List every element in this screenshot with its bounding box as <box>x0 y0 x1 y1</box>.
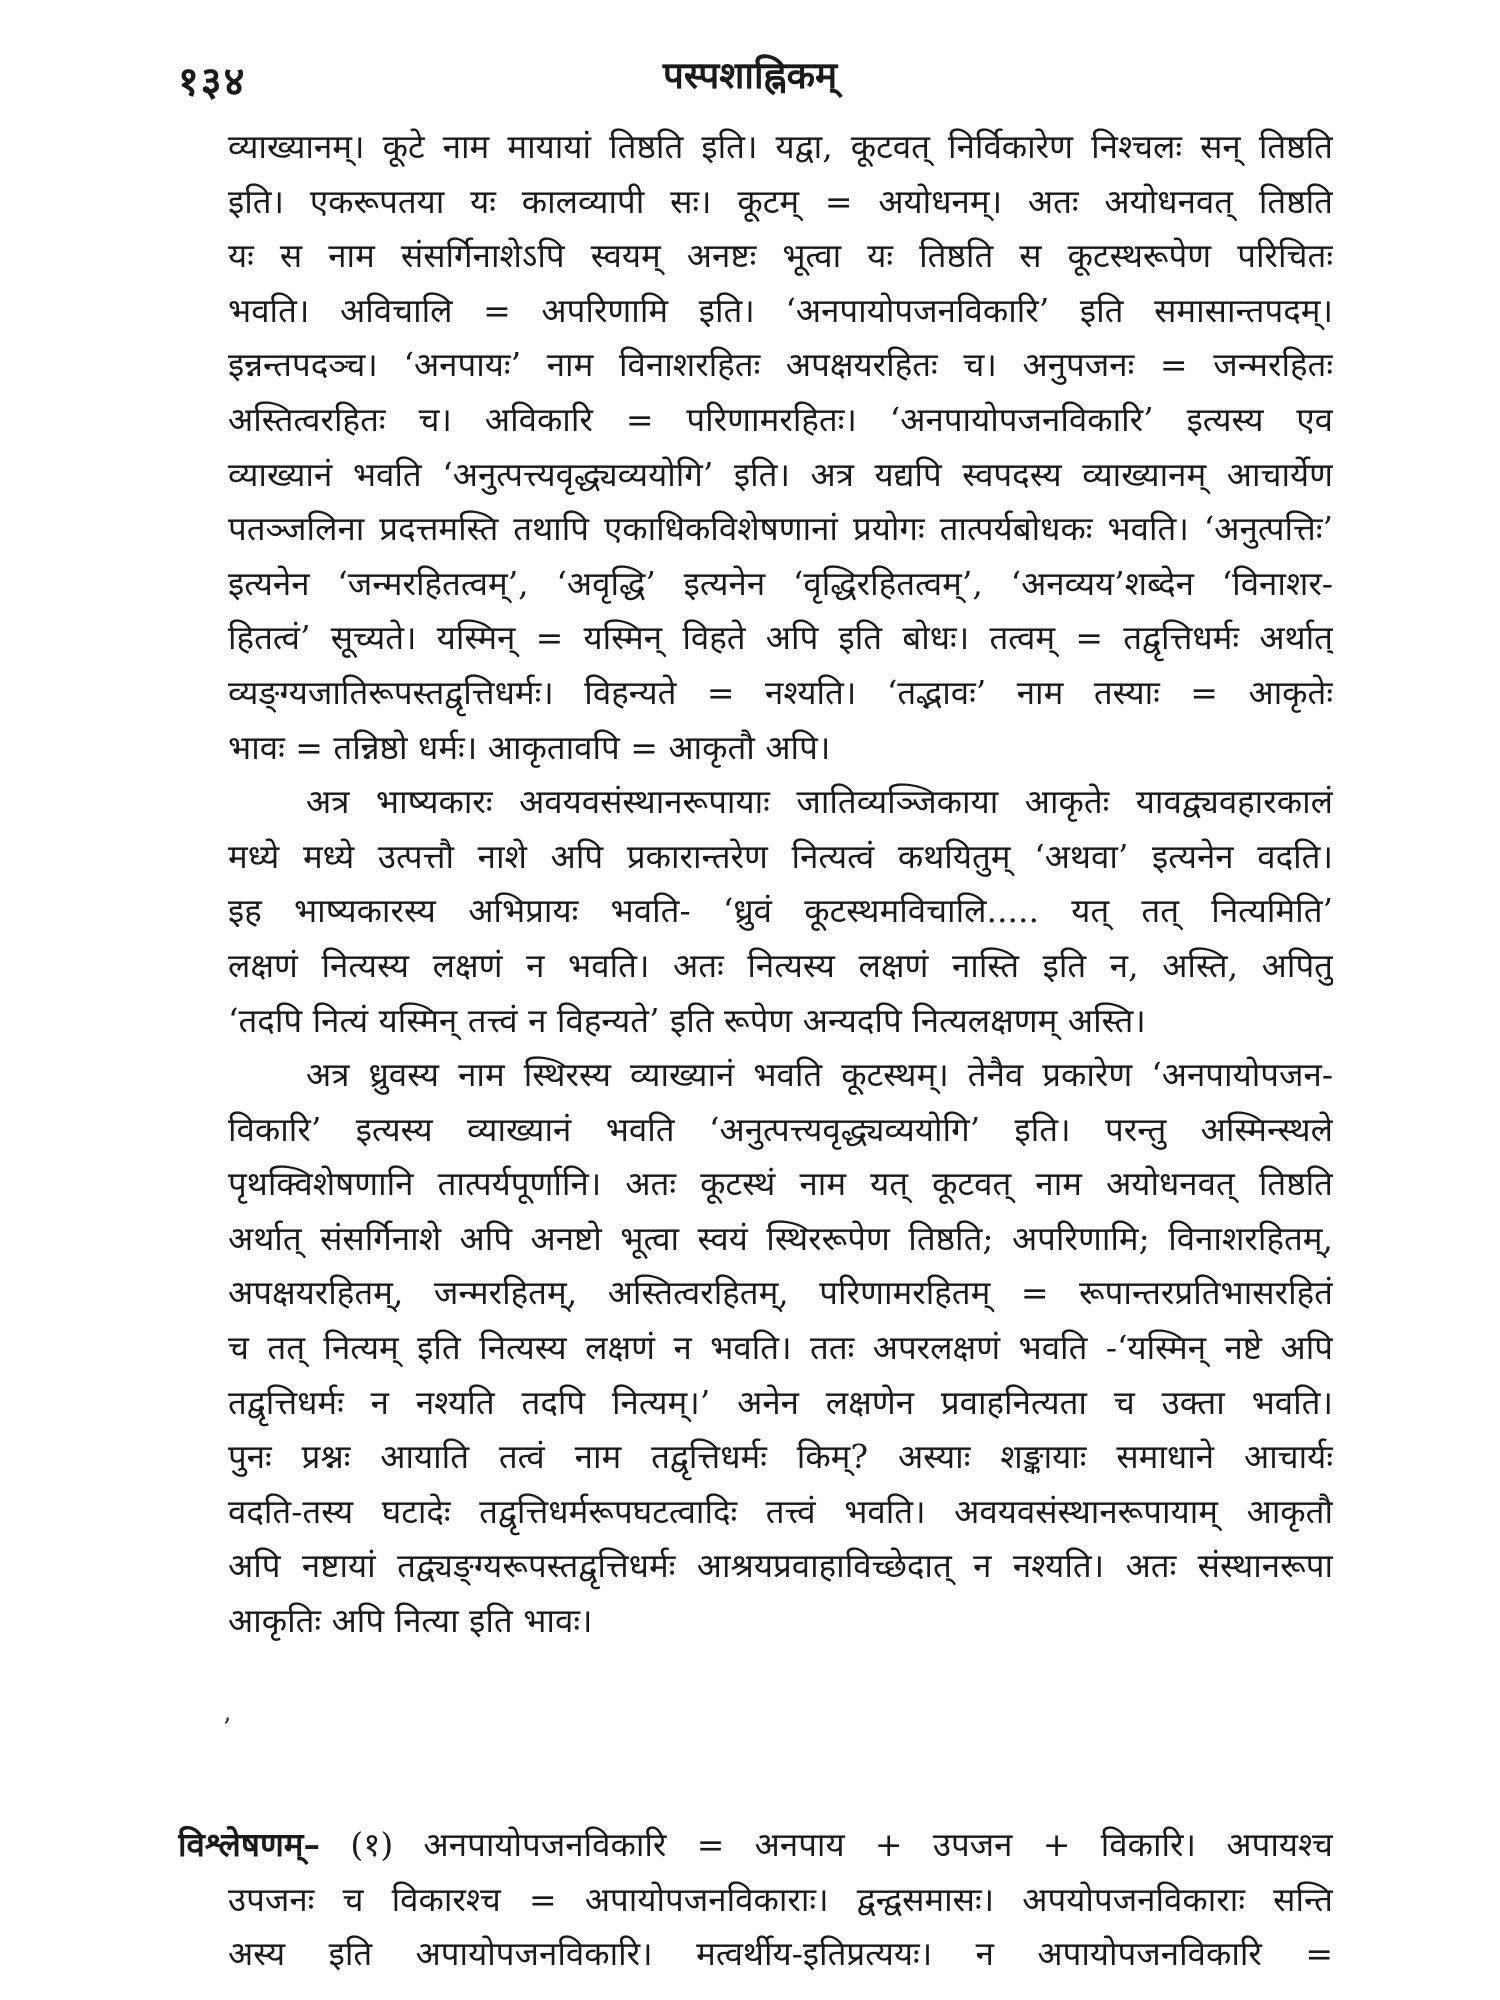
text-line: हितत्वं’ सूच्यते। यस्मिन् = यस्मिन् विहते अपि इति बोधः। तत्वम् = तद्वृत्तिधर्मः अर्थात् <box>228 618 1333 658</box>
text-line: व्यङ्ग्यजातिरूपस्तद्वृत्तिधर्मः। विहन्यते = नश्यति। ‘तद्भावः’ नाम तस्याः = आकृतेः <box>228 672 1333 712</box>
text-line: भवति। अविचालि = अपरिणामि इति। ‘अनपायोपजनविकारि’ इति समासान्तपदम्। <box>228 290 1333 330</box>
analysis-label: विश्लेषणम्– <box>178 1825 321 1864</box>
text-line: व्याख्यानम्। कूटे नाम मायायां तिष्ठति इति। यद्वा, कूटवत् निर्विकारेण निश्चलः सन् तिष्ठति <box>228 127 1333 166</box>
text-line: अत्र ध्रुवस्य नाम स्थिरस्य व्याख्यानं भवति कूटस्थम्। तेनैव प्रकारेण ‘अनपायोपजन- <box>306 1055 1333 1095</box>
page-header <box>0 28 1500 108</box>
analysis-section <box>178 1818 1333 1982</box>
text-line: तद्वृत्तिधर्मः न नश्यति तदपि नित्यम्।’ अनेन लक्षणेन प्रवाहनित्यता च उक्ता भवति। <box>228 1382 1333 1422</box>
running-title: पस्पशाह्निकम् <box>662 53 838 97</box>
text-line: वदति-तस्य घटादेः तद्वृत्तिधर्मरूपघटत्वादिः तत्त्वं भवति। अवयवसंस्थानरूपायाम् आकृतौ <box>228 1491 1333 1531</box>
page-number: १३४ <box>178 58 247 105</box>
text-line: इति। एकरूपतया यः कालव्यापी सः। कूटम् = अयोधनम्। अतः अयोधनवत् तिष्ठति <box>228 181 1333 221</box>
text-line: पुनः प्रश्नः आयाति तत्वं नाम तद्वृत्तिधर्मः किम्? अस्याः शङ्कायाः समाधाने आचार्यः <box>228 1437 1333 1477</box>
analysis-first-line <box>178 1818 1333 1873</box>
text-line: इत्यनेन ‘जन्मरहितत्वम्’, ‘अवृद्धि’ इत्यनेन ‘वृद्धिरहितत्वम्’, ‘अनव्यय’शब्देन ‘विनाशर- <box>228 563 1333 603</box>
analysis-line: अस्य इति अपायोपजनविकारि। मत्वर्थीय-इतिप्रत्ययः। न अपायोपजनविकारि = <box>228 1934 1333 1974</box>
text-line: लक्षणं नित्यस्य लक्षणं न भवति। अतः नित्यस्य लक्षणं नास्ति इति न, अस्ति, अपितु <box>228 945 1333 985</box>
text-line: मध्ये मध्ये उत्पत्तौ नाशे अपि प्रकारान्तरेण नित्यत्वं कथयितुम् ‘अथवा’ इत्यनेन वदति। <box>228 836 1333 876</box>
margin-mark: ʼ <box>222 1714 231 1744</box>
text-line: यः स नाम संसर्गिनाशेऽपि स्वयम् अनष्टः भूत्वा यः तिष्ठति स कूटस्थरूपेण परिचितः <box>228 236 1333 276</box>
text-line: पृथक्विशेषणानि तात्पर्यपूर्णानि। अतः कूटस्थं नाम यत् कूटवत् नाम अयोधनवत् तिष्ठति <box>228 1164 1333 1204</box>
text-line: अर्थात् संसर्गिनाशे अपि अनष्टो भूत्वा स्वयं स्थिररूपेण तिष्ठति; अपरिणामि; विनाशरहितम्, <box>228 1218 1333 1258</box>
main-text <box>228 120 1333 1649</box>
text-line: च तत् नित्यम् इति नित्यस्य लक्षणं न भवति। ततः अपरलक्षणं भवति -‘यस्मिन् नष्टे अपि <box>228 1328 1333 1368</box>
analysis-line: (१) अनपायोपजनविकारि = अनपाय + उपजन + विकारि। अपायश्च <box>350 1825 1333 1864</box>
text-line: अपि नष्टायां तद्व्यङ्ग्यरूपस्तद्वृत्तिधर्मः आश्रयप्रवाहाविच्छेदात् न नश्यति। अतः संस्थानरूपा <box>228 1546 1333 1586</box>
text-line: पतञ्जलिना प्रदत्तमस्ति तथापि एकाधिकविशेषणानां प्रयोगः तात्पर्यबोधकः भवति। ‘अनुत्पत्तिः’ <box>228 509 1333 549</box>
text-line: विकारि’ इत्यस्य व्याख्यानं भवति ‘अनुत्पत्त्यवृद्ध्यव्ययोगि’ इति। परन्तु अस्मिन्स्थले <box>228 1109 1333 1149</box>
text-line: भावः = तन्निष्ठो धर्मः। आकृतावपि = आकृतौ अपि। <box>228 727 831 767</box>
text-line: अस्तित्वरहितः च। अविकारि = परिणामरहितः। ‘अनपायोपजनविकारि’ इत्यस्य एव <box>228 399 1333 439</box>
text-line: इह भाष्यकारस्य अभिप्रायः भवति- ‘ध्रुवं कूटस्थमविचालि..... यत् तत् नित्यमिति’ <box>228 891 1333 931</box>
analysis-line: उपजनः च विकारश्च = अपायोपजनविकाराः। द्वन्द्वसमासः। अपयोपजनविकाराः सन्ति <box>228 1879 1333 1919</box>
text-line: अपक्षयरहितम्, जन्मरहितम्, अस्तित्वरहितम्, परिणामरहितम् = रूपान्तरप्रतिभासरहितं <box>228 1273 1333 1313</box>
text-line: ‘तदपि नित्यं यस्मिन् तत्त्वं न विहन्यते’ इति रूपेण अन्यदपि नित्यलक्षणम् अस्ति। <box>228 1000 1146 1040</box>
text-line: आकृतिः अपि नित्या इति भावः। <box>228 1601 593 1641</box>
text-line: इन्नन्तपदञ्च। ‘अनपायः’ नाम विनाशरहितः अपक्षयरहितः च। अनुपजनः = जन्मरहितः <box>228 345 1333 385</box>
text-line: व्याख्यानं भवति ‘अनुत्पत्त्यवृद्ध्यव्ययोगि’ इति। अत्र यद्यपि स्वपदस्य व्याख्यानम् आचार्येण <box>228 454 1333 494</box>
text-line: अत्र भाष्यकारः अवयवसंस्थानरूपायाः जातिव्यञ्जिकाया आकृतेः यावद्व्यवहारकालं <box>306 782 1333 822</box>
